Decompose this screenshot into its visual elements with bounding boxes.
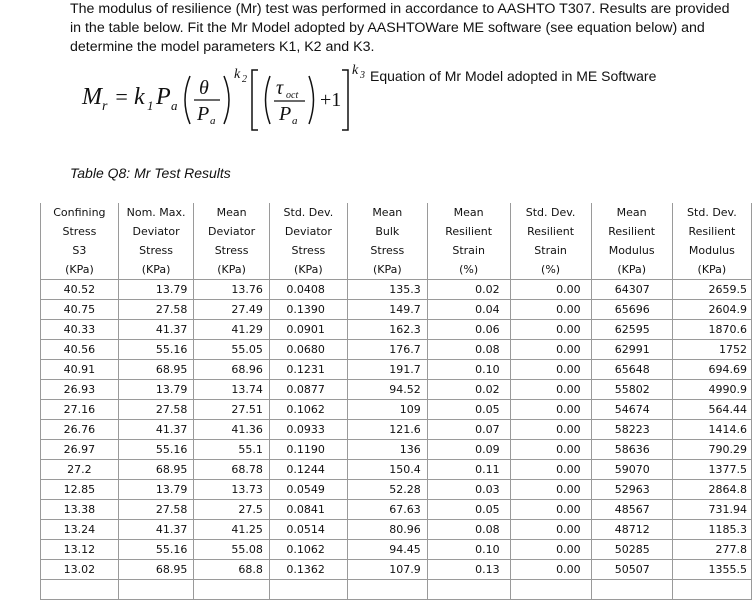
table-cell: 52963: [591, 480, 672, 500]
table-cell: 40.33: [41, 320, 119, 340]
intro-line-1: The modulus of resilience (Mr) test was performed in accordance to AASHTO T307. Results are provided: [70, 1, 730, 17]
table-row: [41, 380, 752, 400]
table-row: [41, 560, 752, 580]
table-cell: 65696: [591, 300, 672, 320]
eq-lhs: M: [82, 84, 102, 110]
table-cell: 149.7: [347, 300, 427, 320]
table-row: [41, 440, 752, 460]
table-cell: 0.00: [510, 500, 591, 520]
table-cell: 0.0549: [269, 480, 347, 500]
table-cell: 0.03: [427, 480, 510, 500]
table-cell: 55.1: [194, 440, 270, 460]
table-cell: 0.05: [427, 400, 510, 420]
eq-k2-sub: 2: [242, 74, 247, 85]
table-cell: 41.25: [194, 520, 270, 540]
table-cell: 94.52: [347, 380, 427, 400]
table-cell: 55.16: [118, 340, 194, 360]
table-cell: 0.1244: [269, 460, 347, 480]
column-header: Mean: [347, 203, 427, 222]
table-cell: 109: [347, 400, 427, 420]
column-header: Stress: [41, 222, 119, 241]
table-cell: [269, 580, 347, 600]
header-row: [41, 241, 752, 260]
table-cell: 27.16: [41, 400, 119, 420]
table-cell: 13.24: [41, 520, 119, 540]
table-cell: 62991: [591, 340, 672, 360]
eq-tau-sub: oct: [286, 90, 299, 101]
column-header: Stress: [347, 241, 427, 260]
column-header: (KPa): [118, 260, 194, 280]
table-cell: 62595: [591, 320, 672, 340]
table-cell: 54674: [591, 400, 672, 420]
table-cell: 64307: [591, 280, 672, 300]
table-cell: 0.1390: [269, 300, 347, 320]
table-cell: 94.45: [347, 540, 427, 560]
table-cell: 135.3: [347, 280, 427, 300]
table-cell: 0.00: [510, 460, 591, 480]
table-cell: 13.12: [41, 540, 119, 560]
header-row: [41, 222, 752, 241]
table-cell: 136: [347, 440, 427, 460]
table-cell: 13.79: [118, 380, 194, 400]
table-cell: 55.16: [118, 540, 194, 560]
table-cell: 13.38: [41, 500, 119, 520]
table-cell: 0.00: [510, 360, 591, 380]
column-header: Modulus: [672, 241, 751, 260]
table-cell: 0.0933: [269, 420, 347, 440]
table-cell: 48712: [591, 520, 672, 540]
column-header: Std. Dev.: [269, 203, 347, 222]
table-cell: 41.37: [118, 520, 194, 540]
header-row: [41, 203, 752, 222]
table-cell: 0.07: [427, 420, 510, 440]
table-cell: [672, 580, 751, 600]
table-cell: 0.0680: [269, 340, 347, 360]
table-cell: 27.58: [118, 400, 194, 420]
column-header: Resilient: [591, 222, 672, 241]
column-header: Std. Dev.: [510, 203, 591, 222]
table-cell: 41.29: [194, 320, 270, 340]
table-cell: 68.95: [118, 360, 194, 380]
table-cell: 0.1190: [269, 440, 347, 460]
table-cell: 2864.8: [672, 480, 751, 500]
table-cell: 12.85: [41, 480, 119, 500]
column-header: (KPa): [41, 260, 119, 280]
table-cell: 4990.9: [672, 380, 751, 400]
table-cell: 191.7: [347, 360, 427, 380]
column-header: (%): [427, 260, 510, 280]
table-row: [41, 420, 752, 440]
eq-tau: τ: [276, 77, 284, 99]
table-cell: 13.76: [194, 280, 270, 300]
table-cell: [347, 580, 427, 600]
table-row: [41, 460, 752, 480]
table-cell: 0.02: [427, 280, 510, 300]
table-cell: 68.8: [194, 560, 270, 580]
table-cell: 0.11: [427, 460, 510, 480]
table-cell: 0.0514: [269, 520, 347, 540]
table-cell: 0.06: [427, 320, 510, 340]
table-cell: 41.37: [118, 420, 194, 440]
table-cell: 1355.5: [672, 560, 751, 580]
column-header: Resilient: [427, 222, 510, 241]
table-cell: 40.75: [41, 300, 119, 320]
table-cell: 26.97: [41, 440, 119, 460]
table-caption: Table Q8: Mr Test Results: [70, 165, 231, 181]
table-cell: 2604.9: [672, 300, 751, 320]
table-cell: 68.95: [118, 460, 194, 480]
table-cell: 48567: [591, 500, 672, 520]
column-header: Strain: [510, 241, 591, 260]
column-header: (KPa): [194, 260, 270, 280]
table-cell: 176.7: [347, 340, 427, 360]
table-cell: 0.00: [510, 400, 591, 420]
table-row: [41, 280, 752, 300]
table-cell: 0.1362: [269, 560, 347, 580]
table-cell: 694.69: [672, 360, 751, 380]
table-cell: 0.00: [510, 380, 591, 400]
table-cell: 0.00: [510, 280, 591, 300]
eq-k3-sub: 3: [360, 70, 365, 81]
table-cell: 150.4: [347, 460, 427, 480]
eq-pa-den-sub: a: [210, 115, 216, 127]
table-cell: [510, 580, 591, 600]
table-cell: 68.78: [194, 460, 270, 480]
table-cell: 0.00: [510, 560, 591, 580]
table-cell: 40.52: [41, 280, 119, 300]
table-row: [41, 540, 752, 560]
column-header: Confining: [41, 203, 119, 222]
table-cell: 121.6: [347, 420, 427, 440]
table-cell: 2659.5: [672, 280, 751, 300]
table-cell: 0.0408: [269, 280, 347, 300]
table-cell: 27.51: [194, 400, 270, 420]
table-cell: 59070: [591, 460, 672, 480]
column-header: (%): [510, 260, 591, 280]
table-cell: 58223: [591, 420, 672, 440]
column-header: Strain: [427, 241, 510, 260]
table-cell: 68.95: [118, 560, 194, 580]
table-cell: 0.1062: [269, 540, 347, 560]
table-row: [41, 520, 752, 540]
table-cell: 0.13: [427, 560, 510, 580]
table-cell: 55.05: [194, 340, 270, 360]
table-cell: [591, 580, 672, 600]
column-header: Deviator: [194, 222, 270, 241]
table-cell: 55.16: [118, 440, 194, 460]
table-cell: 277.8: [672, 540, 751, 560]
table-row: [41, 400, 752, 420]
table-cell: 0.05: [427, 500, 510, 520]
table-cell: 40.91: [41, 360, 119, 380]
table-cell: 0.00: [510, 520, 591, 540]
column-header: Deviator: [269, 222, 347, 241]
table-cell: 41.36: [194, 420, 270, 440]
table-cell: 27.58: [118, 500, 194, 520]
table-cell: 162.3: [347, 320, 427, 340]
svg-text:=: =: [114, 84, 129, 109]
column-header: (KPa): [347, 260, 427, 280]
column-header: (KPa): [672, 260, 751, 280]
column-header: Stress: [118, 241, 194, 260]
eq-pa-den2: P: [279, 103, 292, 125]
table-cell: 68.96: [194, 360, 270, 380]
column-header: Resilient: [672, 222, 751, 241]
table-cell: 41.37: [118, 320, 194, 340]
table-cell: 80.96: [347, 520, 427, 540]
table-cell: 27.58: [118, 300, 194, 320]
table-cell: 67.63: [347, 500, 427, 520]
problem-statement: [70, 0, 730, 57]
eq-pa-sub: a: [171, 98, 178, 113]
table-cell: 40.56: [41, 340, 119, 360]
table-cell: 0.1062: [269, 400, 347, 420]
eq-pa-den: P: [197, 103, 210, 125]
eq-pa: P: [156, 84, 171, 110]
table-cell: 0.00: [510, 440, 591, 460]
eq-k1: k: [134, 84, 145, 110]
intro-line-3: determine the model parameters K1, K2 and K3.: [70, 39, 375, 55]
table-row: [41, 500, 752, 520]
table-cell: 27.49: [194, 300, 270, 320]
mr-model-equation: [80, 58, 380, 136]
table-cell: 731.94: [672, 500, 751, 520]
table-cell: 0.00: [510, 300, 591, 320]
column-header: Nom. Max.: [118, 203, 194, 222]
eq-k1-sub: 1: [147, 98, 154, 113]
table-cell: 0.10: [427, 540, 510, 560]
eq-k2: k: [234, 67, 241, 82]
table-row: [41, 360, 752, 380]
table-cell: 0.00: [510, 320, 591, 340]
table-cell: 13.02: [41, 560, 119, 580]
column-header: S3: [41, 241, 119, 260]
table-cell: [194, 580, 270, 600]
equation-label: Equation of Mr Model adopted in ME Software: [370, 68, 657, 84]
table-cell: 13.79: [118, 280, 194, 300]
table-cell: 0.0901: [269, 320, 347, 340]
table-cell: 0.04: [427, 300, 510, 320]
table-cell: 55.08: [194, 540, 270, 560]
table-cell: 27.2: [41, 460, 119, 480]
column-header: Mean: [427, 203, 510, 222]
eq-pa-den2-sub: a: [292, 115, 298, 127]
table-cell: 26.93: [41, 380, 119, 400]
column-header: Mean: [591, 203, 672, 222]
table-row: [41, 580, 752, 600]
intro-line-2: in the table below. Fit the Mr Model adopted by AASHTOWare ME software (see equation below) and: [70, 20, 705, 36]
table-cell: 0.00: [510, 340, 591, 360]
table-cell: 0.0877: [269, 380, 347, 400]
column-header: Modulus: [591, 241, 672, 260]
table-cell: 55802: [591, 380, 672, 400]
eq-theta: θ: [199, 77, 209, 99]
table-cell: 27.5: [194, 500, 270, 520]
table-cell: 0.00: [510, 540, 591, 560]
table-cell: 1185.3: [672, 520, 751, 540]
table-cell: 1414.6: [672, 420, 751, 440]
column-header: (KPa): [591, 260, 672, 280]
table-row: [41, 320, 752, 340]
eq-lhs-sub: r: [102, 99, 108, 114]
mr-test-results-table: [40, 203, 752, 600]
table-cell: 0.02: [427, 380, 510, 400]
column-header: Std. Dev.: [672, 203, 751, 222]
column-header: Deviator: [118, 222, 194, 241]
table-cell: 0.08: [427, 520, 510, 540]
table-row: [41, 340, 752, 360]
table-cell: 0.1231: [269, 360, 347, 380]
table-cell: [427, 580, 510, 600]
column-header: Resilient: [510, 222, 591, 241]
table-row: [41, 300, 752, 320]
table-cell: 0.08: [427, 340, 510, 360]
table-cell: 564.44: [672, 400, 751, 420]
header-row: [41, 260, 752, 280]
table-cell: 0.0841: [269, 500, 347, 520]
table-cell: [41, 580, 119, 600]
table-cell: 790.29: [672, 440, 751, 460]
table-cell: [118, 580, 194, 600]
column-header: (KPa): [269, 260, 347, 280]
table-cell: 50285: [591, 540, 672, 560]
table-cell: 65648: [591, 360, 672, 380]
table-cell: 58636: [591, 440, 672, 460]
column-header: Stress: [194, 241, 270, 260]
table-row: [41, 480, 752, 500]
table-cell: 0.00: [510, 480, 591, 500]
table-cell: 50507: [591, 560, 672, 580]
table-cell: 107.9: [347, 560, 427, 580]
eq-plus-one: +1: [320, 89, 342, 111]
table-cell: 1752: [672, 340, 751, 360]
table-cell: 52.28: [347, 480, 427, 500]
table-cell: 0.09: [427, 440, 510, 460]
eq-k3: k: [352, 63, 359, 78]
table-cell: 1870.6: [672, 320, 751, 340]
table-cell: 1377.5: [672, 460, 751, 480]
table-cell: 0.00: [510, 420, 591, 440]
column-header: Mean: [194, 203, 270, 222]
table-cell: 0.10: [427, 360, 510, 380]
column-header: Stress: [269, 241, 347, 260]
column-header: Bulk: [347, 222, 427, 241]
table-cell: 13.73: [194, 480, 270, 500]
table-cell: 26.76: [41, 420, 119, 440]
table-cell: 13.74: [194, 380, 270, 400]
table-cell: 13.79: [118, 480, 194, 500]
